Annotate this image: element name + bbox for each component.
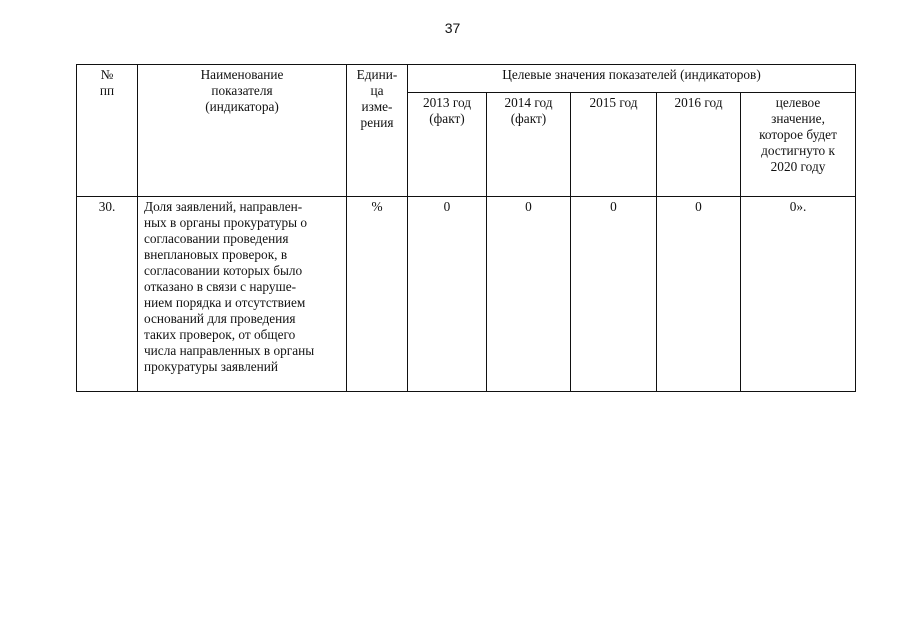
header-name-line: Наименование <box>200 67 284 82</box>
row-name-line: ных в органы прокуратуры о <box>144 215 308 230</box>
header-unit-line: рения <box>360 115 394 130</box>
header-year-line: (факт) <box>429 111 465 126</box>
row-name-line: числа направленных в органы <box>144 343 315 358</box>
row-unit-text: % <box>371 199 383 214</box>
header-num <box>77 65 138 197</box>
table-row <box>77 197 856 392</box>
row-unit <box>347 197 408 392</box>
row-value-target <box>741 197 856 392</box>
header-year-2013 <box>408 93 487 197</box>
header-year-2014 <box>487 93 571 197</box>
row-name-line: оснований для проведения <box>144 311 296 326</box>
row-value-text: 0 <box>695 199 702 214</box>
header-unit-line: ца <box>370 83 384 98</box>
row-value-text: 0 <box>525 199 532 214</box>
row-value-text: 0». <box>789 199 807 214</box>
header-unit-line: изме- <box>361 99 393 114</box>
row-name-line: отказано в связи с наруше- <box>144 279 297 294</box>
header-year-line: (факт) <box>510 111 547 126</box>
row-value-2013 <box>408 197 487 392</box>
header-target-line: целевое <box>775 95 821 110</box>
row-num <box>77 197 138 392</box>
header-unit-line: Едини- <box>356 67 398 82</box>
header-year-line: 2015 год <box>589 95 638 110</box>
row-name-line: прокуратуры заявлений <box>144 359 278 374</box>
header-target-line: достигнуто к <box>761 143 835 158</box>
header-year-line: 2013 год <box>422 95 472 110</box>
header-year-2016 <box>657 93 741 197</box>
header-name-line: (индикатора) <box>205 99 279 114</box>
row-value-text: 0 <box>610 199 617 214</box>
header-year-line: 2014 год <box>504 95 553 110</box>
row-name-line: внеплановых проверок, в <box>144 247 288 262</box>
header-name <box>138 65 347 197</box>
row-name-line: согласовании проведения <box>144 231 289 246</box>
header-target-2020 <box>741 93 856 197</box>
header-num-line: пп <box>99 83 115 98</box>
header-name-line: показателя <box>211 83 273 98</box>
row-name-line: согласовании которых было <box>144 263 303 278</box>
header-target-line: которое будет <box>759 127 837 142</box>
page-number: 37 <box>444 20 461 36</box>
row-name <box>138 197 347 392</box>
header-target-line: 2020 году <box>770 159 826 174</box>
row-value-2014 <box>487 197 571 392</box>
row-name-line: таких проверок, от общего <box>144 327 296 342</box>
header-targets-group-text: Целевые значения показателей (индикаторов) <box>502 67 761 82</box>
header-year-2015 <box>571 93 657 197</box>
row-num-text: 30. <box>98 199 116 214</box>
row-name-line: нием порядка и отсутствием <box>144 295 306 310</box>
row-name-line: Доля заявлений, направлен- <box>144 199 303 214</box>
row-value-text: 0 <box>443 199 451 214</box>
header-targets-group <box>408 65 856 93</box>
row-value-2015 <box>571 197 657 392</box>
header-num-line: № <box>100 67 114 82</box>
row-value-2016 <box>657 197 741 392</box>
header-year-line: 2016 год <box>674 95 723 110</box>
header-target-line: значение, <box>771 111 825 126</box>
indicators-table <box>76 64 856 392</box>
header-unit <box>347 65 408 197</box>
